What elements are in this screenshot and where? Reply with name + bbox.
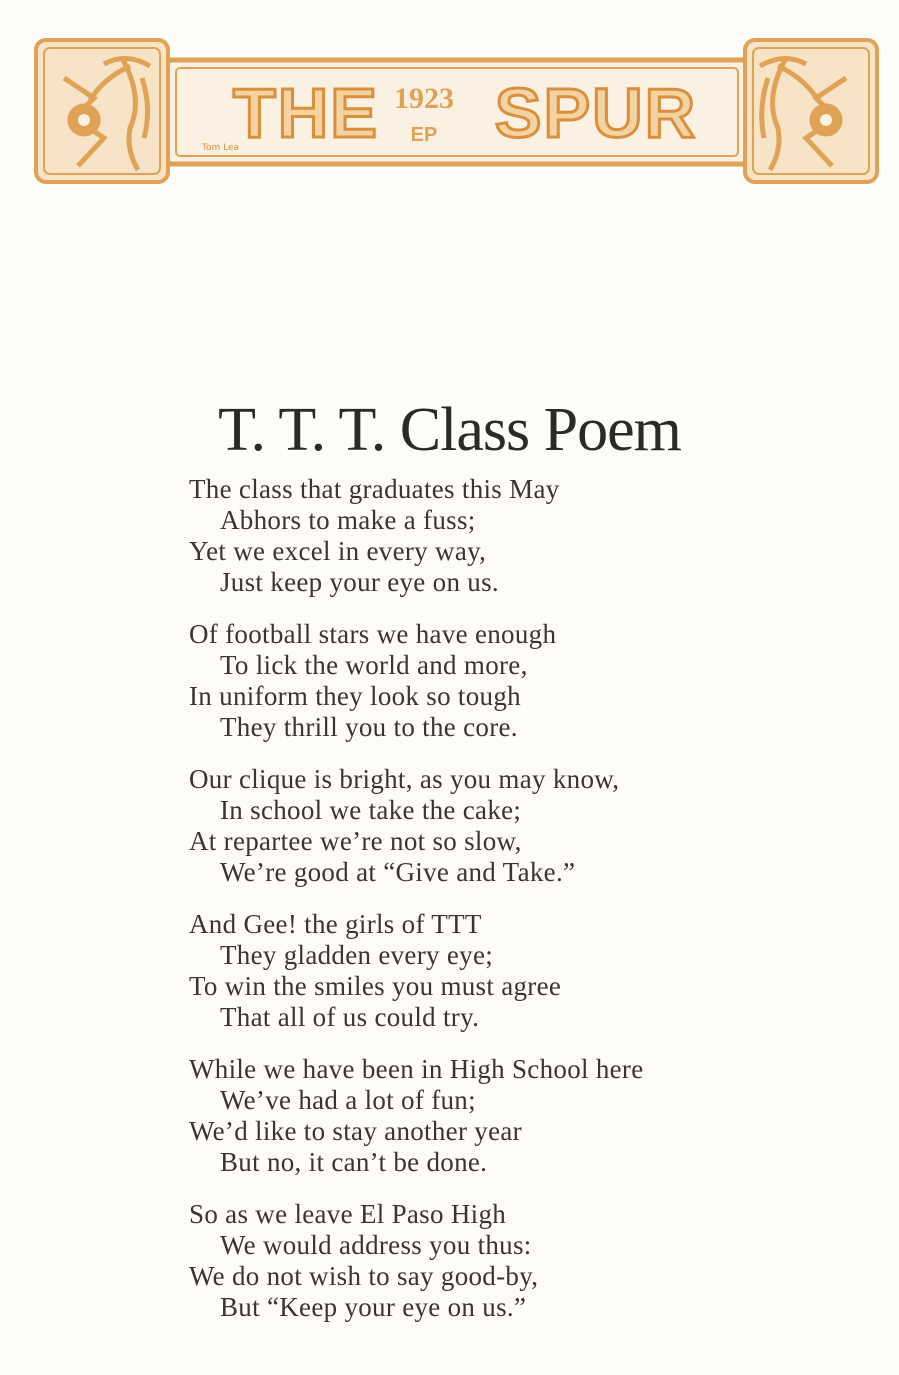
artist-signature: Tom Lea — [202, 143, 240, 153]
poem-stanza — [189, 1054, 809, 1178]
poem-line: The class that graduates this May — [189, 474, 560, 504]
poem-line: Of football stars we have enough — [189, 619, 557, 649]
poem-line: Our clique is bright, as you may know, — [189, 764, 620, 794]
poem-line: Abhors to make a fuss; — [220, 505, 476, 535]
yearbook-header-banner — [34, 38, 879, 184]
poem-line: They gladden every eye; — [220, 940, 494, 970]
poem-line: And Gee! the girls of TTT — [189, 909, 482, 939]
poem-body — [189, 474, 809, 1344]
header-word-the: THE — [233, 74, 379, 152]
poem-line: We would address you thus: — [220, 1230, 532, 1260]
poem-stanza — [189, 1199, 809, 1323]
poem-line: That all of us could try. — [220, 1002, 480, 1032]
poem-line: To win the smiles you must agree — [189, 971, 562, 1001]
poem-stanza — [189, 764, 809, 888]
poem-line: We’re good at “Give and Take.” — [220, 857, 576, 887]
poem-line: We’d like to stay another year — [189, 1116, 522, 1146]
poem-line: In school we take the cake; — [220, 795, 522, 825]
poem-line: In uniform they look so tough — [189, 681, 521, 711]
header-year: 1923 — [394, 82, 454, 115]
poem-line: But no, it can’t be done. — [220, 1147, 488, 1177]
poem-stanza — [189, 909, 809, 1033]
poem-line: Yet we excel in every way, — [189, 536, 487, 566]
poem-line: But “Keep your eye on us.” — [220, 1292, 527, 1322]
poem-line: So as we leave El Paso High — [189, 1199, 507, 1229]
header-monogram: EP — [410, 124, 438, 146]
poem-stanza — [189, 619, 809, 743]
poem-line: We’ve had a lot of fun; — [220, 1085, 476, 1115]
poem-line: While we have been in High School here — [189, 1054, 644, 1084]
poem-line: To lick the world and more, — [220, 650, 528, 680]
poem-line: Just keep your eye on us. — [220, 567, 499, 597]
poem-line: We do not wish to say good-by, — [189, 1261, 539, 1291]
poem-stanza — [189, 474, 809, 598]
poem-line: At repartee we’re not so slow, — [189, 826, 522, 856]
poem-title: T. T. T. Class Poem — [218, 396, 681, 464]
poem-line: They thrill you to the core. — [220, 712, 518, 742]
header-word-spur: SPUR — [494, 74, 698, 152]
